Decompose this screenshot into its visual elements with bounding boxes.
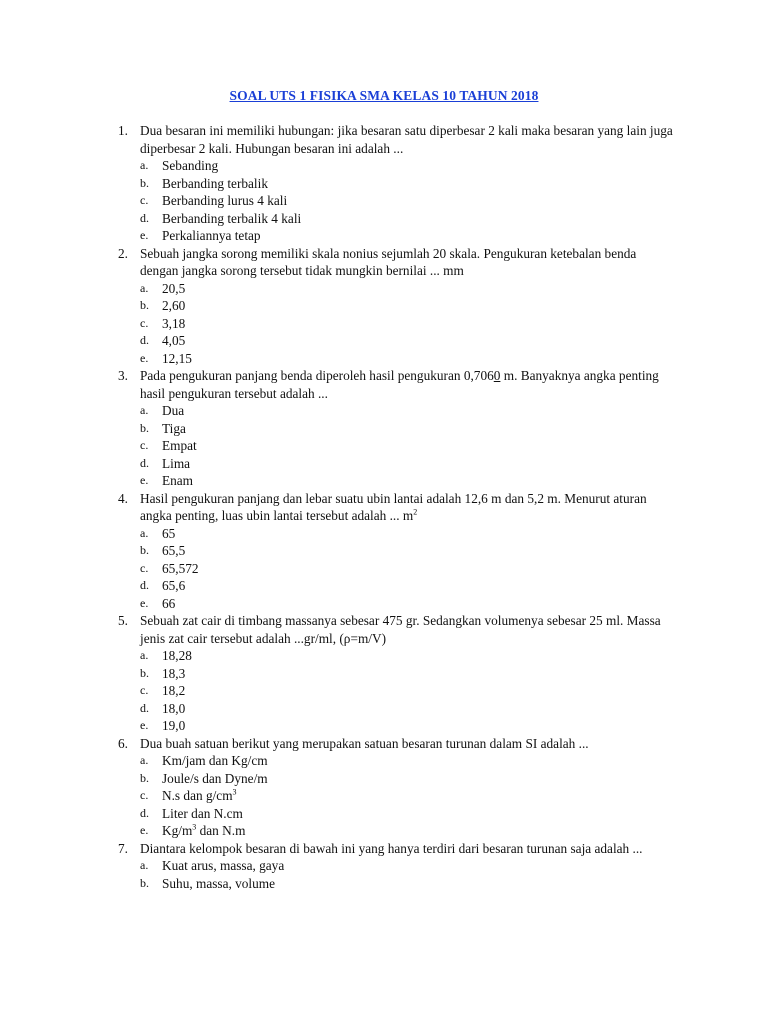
option-text-part: Kg/m	[162, 823, 193, 838]
option-letter: a.	[140, 280, 149, 295]
option-letter: b.	[140, 875, 149, 890]
option-e	[140, 717, 678, 735]
question-number: 7.	[118, 840, 128, 856]
option-c	[140, 682, 678, 700]
option-text: 4,05	[162, 333, 186, 348]
question-text: Diantara kelompok besaran di bawah ini yang hanya terdiri dari besaran turunan saja adalah ...	[140, 840, 643, 856]
question-number: 4.	[118, 490, 128, 506]
option-text	[162, 822, 678, 840]
option-text: Dua	[162, 403, 185, 418]
question-text: Dua buah satuan berikut yang merupakan satuan besaran turunan dalam SI adalah ...	[140, 735, 589, 751]
option-letter: a.	[140, 648, 149, 662]
question-3	[118, 367, 678, 490]
option-d	[140, 455, 678, 473]
option-letter: d.	[140, 455, 149, 470]
option-letter: e.	[140, 350, 149, 365]
option-b	[140, 175, 678, 193]
underlined-digit: 0	[493, 368, 501, 383]
option-b	[140, 770, 678, 788]
question-1	[118, 122, 678, 245]
option-letter: c.	[140, 560, 149, 575]
option-b	[140, 542, 678, 560]
question-4	[118, 490, 678, 613]
option-letter: a.	[140, 158, 149, 172]
option-a	[140, 752, 678, 770]
option-d	[140, 210, 678, 228]
option-list	[118, 857, 678, 892]
option-text: Liter dan N.cm	[162, 805, 243, 821]
option-text: 3,18	[162, 315, 186, 331]
option-letter: b.	[140, 298, 149, 312]
option-text: Enam	[162, 473, 194, 488]
option-letter: a.	[140, 858, 149, 872]
option-text: 18,0	[162, 700, 186, 716]
option-letter: e.	[140, 228, 149, 242]
option-text: Berbanding terbalik	[162, 175, 268, 191]
question-2	[118, 245, 678, 368]
option-letter: a.	[140, 403, 149, 417]
superscript: 3	[192, 822, 197, 832]
question-text: Sebuah zat cair di timbang massanya sebesar 475 gr. Sedangkan volumenya sebesar 25 ml. Massa jenis zat cair tersebut adalah ...gr/ml, (ρ=m/V)	[140, 613, 661, 646]
option-list	[118, 647, 678, 735]
option-e	[140, 350, 678, 368]
option-letter: d.	[140, 578, 149, 592]
option-e	[140, 227, 678, 245]
option-text: Sebanding	[162, 158, 219, 173]
question-text-part: m. Banyaknya angka penting hasil pengukuran tersebut adalah ...	[140, 368, 659, 401]
question-text-part: Hasil pengukuran panjang dan lebar suatu ubin lantai adalah 12,6 m dan 5,2 m. Menurut aturan angka penting, luas ubin lantai tersebut adalah ... m	[140, 490, 647, 523]
option-text: 12,15	[162, 350, 192, 366]
option-e	[140, 472, 678, 490]
option-letter: b.	[140, 543, 149, 557]
question-text	[140, 490, 678, 525]
option-text: 65	[162, 525, 176, 541]
question-number: 3.	[118, 368, 128, 383]
option-b	[140, 420, 678, 438]
option-c	[140, 192, 678, 210]
option-a	[140, 402, 678, 420]
question-text	[140, 367, 678, 402]
page-title: SOAL UTS 1 FISIKA SMA KELAS 10 TAHUN 2018	[229, 88, 539, 103]
question-text: Sebuah jangka sorong memiliki skala nonius sejumlah 20 skala. Pengukuran ketebalan benda dengan jangka sorong tersebut tidak mungkin bernilai ... mm	[140, 245, 637, 278]
option-letter: c.	[140, 788, 149, 802]
option-text: 20,5	[162, 280, 186, 296]
option-b	[140, 875, 678, 893]
option-text: 18,2	[162, 683, 186, 698]
option-b	[140, 665, 678, 683]
question-7	[118, 840, 678, 893]
option-b	[140, 297, 678, 315]
option-letter: d.	[140, 210, 149, 225]
option-c	[140, 560, 678, 578]
option-list	[118, 752, 678, 840]
question-number: 6.	[118, 735, 128, 751]
option-text: 65,5	[162, 543, 186, 558]
option-text: Tiga	[162, 420, 186, 436]
option-text: 19,0	[162, 718, 186, 733]
option-text: 66	[162, 595, 176, 611]
option-d	[140, 577, 678, 595]
option-a	[140, 280, 678, 298]
option-letter: b.	[140, 665, 149, 680]
option-d	[140, 332, 678, 350]
option-text: 65,6	[162, 578, 186, 593]
question-number: 2.	[118, 245, 128, 261]
option-list	[118, 525, 678, 613]
option-text	[162, 787, 678, 805]
option-text: Suhu, massa, volume	[162, 875, 276, 891]
option-text: Berbanding lurus 4 kali	[162, 193, 288, 208]
option-a	[140, 647, 678, 665]
option-text: Empat	[162, 438, 197, 453]
option-a	[140, 525, 678, 543]
option-d	[140, 805, 678, 823]
option-d	[140, 700, 678, 718]
question-list	[118, 122, 678, 892]
option-text: Kuat arus, massa, gaya	[162, 858, 285, 873]
question-5	[118, 612, 678, 735]
option-text: Km/jam dan Kg/cm	[162, 753, 268, 768]
option-text: 2,60	[162, 298, 186, 313]
question-number: 1.	[118, 123, 128, 138]
option-a	[140, 857, 678, 875]
question-number: 5.	[118, 613, 128, 628]
option-letter: c.	[140, 438, 149, 452]
question-text: Dua besaran ini memiliki hubungan: jika besaran satu diperbesar 2 kali maka besaran yang lain juga diperbesar 2 kali. Hubungan besaran ini adalah ...	[140, 123, 673, 156]
option-list	[118, 280, 678, 368]
option-a	[140, 157, 678, 175]
option-letter: a.	[140, 753, 149, 767]
option-text: Berbanding terbalik 4 kali	[162, 210, 302, 226]
option-list	[118, 157, 678, 245]
option-text-part: N.s dan g/cm	[162, 788, 233, 803]
option-text: 18,28	[162, 648, 192, 663]
option-letter: d.	[140, 805, 149, 820]
option-text: Joule/s dan Dyne/m	[162, 770, 268, 786]
option-letter: b.	[140, 770, 149, 785]
option-c	[140, 437, 678, 455]
question-6	[118, 735, 678, 840]
option-letter: e.	[140, 473, 149, 487]
option-c	[140, 787, 678, 805]
option-list	[118, 402, 678, 490]
option-letter: e.	[140, 595, 149, 610]
question-text-part: Pada pengukuran panjang benda diperoleh hasil pengukuran 0,706	[140, 368, 494, 383]
option-letter: d.	[140, 700, 149, 715]
option-e	[140, 822, 678, 840]
option-text-part: dan N.m	[196, 823, 246, 838]
option-letter: c.	[140, 315, 149, 330]
option-letter: d.	[140, 333, 149, 347]
option-letter: a.	[140, 525, 149, 540]
option-text: 18,3	[162, 665, 186, 681]
option-c	[140, 315, 678, 333]
option-letter: e.	[140, 718, 149, 732]
option-letter: b.	[140, 420, 149, 435]
option-letter: b.	[140, 175, 149, 190]
option-letter: c.	[140, 193, 149, 207]
option-text: Perkaliannya tetap	[162, 228, 261, 243]
option-text: 65,572	[162, 560, 199, 576]
option-letter: e.	[140, 823, 149, 837]
superscript: 2	[413, 507, 418, 517]
option-e	[140, 595, 678, 613]
option-text: Lima	[162, 455, 191, 471]
option-letter: c.	[140, 683, 149, 697]
superscript: 3	[232, 787, 237, 797]
